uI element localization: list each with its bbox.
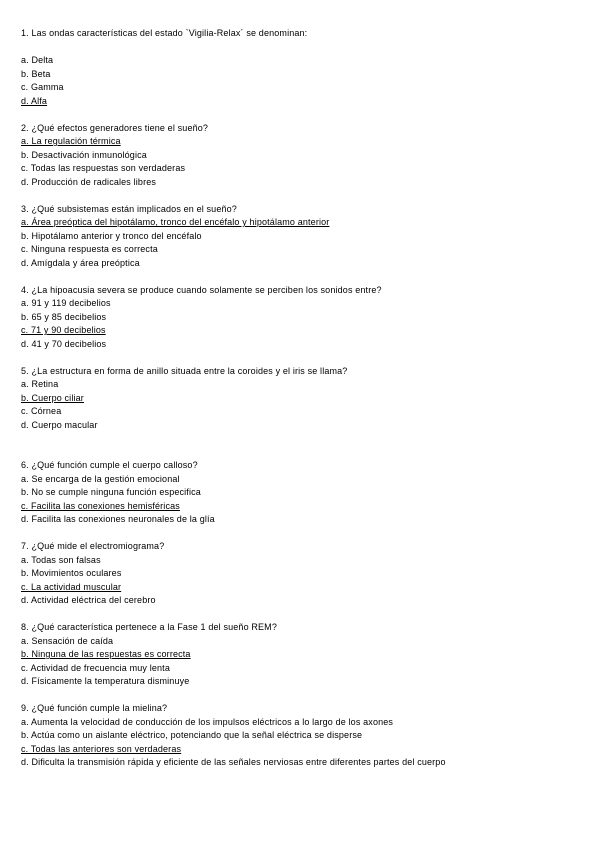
answer-option: d. Físicamente la temperatura disminuye xyxy=(21,676,190,686)
answer-option: b. Movimientos oculares xyxy=(21,568,122,578)
question-text: 3. ¿Qué subsistemas están implicados en el sueño? xyxy=(21,203,237,214)
blank-line xyxy=(21,41,586,55)
answer-option-correct: c. Facilita las conexiones hemisféricas xyxy=(21,500,180,511)
answer-option: b. Beta xyxy=(21,68,51,79)
answer-option: a. Retina xyxy=(21,379,59,389)
question-2 xyxy=(21,122,586,190)
answer-option: a. Todas son falsas xyxy=(21,554,101,565)
answer-option: b. 65 y 85 decibelios xyxy=(21,311,107,322)
answer-option: d. Facilita las conexiones neuronales de la glía xyxy=(21,514,215,524)
question-text: 4. ¿La hipoacusia severa se produce cuando solamente se perciben los sonidos entre? xyxy=(21,284,382,295)
answer-option-correct: a. Área preóptica del hipotálamo, tronco del encéfalo y hipotálamo anterior xyxy=(21,217,330,227)
quiz-document xyxy=(21,27,586,783)
answer-option: a. Aumenta la velocidad de conducción de los impulsos eléctricos a lo largo de los axones xyxy=(21,716,394,727)
answer-option: b. No se cumple ninguna función especifica xyxy=(21,487,201,497)
answer-option-correct: c. Todas las anteriores son verdaderas xyxy=(21,743,182,754)
answer-option: a. Delta xyxy=(21,55,54,65)
answer-option: d. Actividad eléctrica del cerebro xyxy=(21,595,156,605)
question-text: 7. ¿Qué mide el electromiograma? xyxy=(21,541,165,551)
answer-option: a. 91 y 119 decibelios xyxy=(21,298,111,308)
question-text: 5. ¿La estructura en forma de anillo situada entre la coroides y el iris se llama? xyxy=(21,365,348,376)
answer-option-correct: c. 71 y 90 decibelios xyxy=(21,325,106,335)
answer-option: a. Sensación de caída xyxy=(21,635,114,646)
question-9 xyxy=(21,702,586,770)
answer-option: c. Gamma xyxy=(21,82,64,92)
question-8 xyxy=(21,621,586,689)
question-1 xyxy=(21,27,586,108)
answer-option: d. Dificulta la transmisión rápida y eficiente de las señales nerviosas entre diferentes partes del cuerpo xyxy=(21,757,446,767)
answer-option-correct: d. Alfa xyxy=(21,95,48,106)
answer-option: d. Amígdala y área preóptica xyxy=(21,257,140,268)
answer-option: b. Hipotálamo anterior y tronco del encéfalo xyxy=(21,230,202,241)
question-7 xyxy=(21,540,586,608)
answer-option: c. Actividad de frecuencia muy lenta xyxy=(21,662,170,673)
answer-option: c. Córnea xyxy=(21,406,62,416)
answer-option-correct: b. Cuerpo ciliar xyxy=(21,392,84,403)
answer-option: c. Ninguna respuesta es correcta xyxy=(21,244,158,254)
question-text: 9. ¿Qué función cumple la mielina? xyxy=(21,703,168,713)
answer-option: a. Se encarga de la gestión emocional xyxy=(21,473,180,484)
answer-option: c. Todas las respuestas son verdaderas xyxy=(21,163,186,173)
question-text: 1. Las ondas características del estado `Vigilia-Relax´ se denominan: xyxy=(21,28,308,38)
answer-option-correct: a. La regulación térmica xyxy=(21,136,121,146)
question-4 xyxy=(21,284,586,352)
answer-option: b. Desactivación inmunológica xyxy=(21,149,147,160)
question-3 xyxy=(21,203,586,271)
question-text: 2. ¿Qué efectos generadores tiene el sueño? xyxy=(21,122,209,133)
question-5 xyxy=(21,365,586,433)
answer-option: b. Actúa como un aislante eléctrico, potenciando que la señal eléctrica se disperse xyxy=(21,730,363,740)
answer-option-correct: b. Ninguna de las respuestas es correcta xyxy=(21,649,191,659)
answer-option: d. 41 y 70 decibelios xyxy=(21,338,107,349)
answer-option: d. Cuerpo macular xyxy=(21,419,98,430)
question-6 xyxy=(21,459,586,527)
answer-option-correct: c. La actividad muscular xyxy=(21,581,122,592)
question-text: 6. ¿Qué función cumple el cuerpo calloso? xyxy=(21,460,198,470)
answer-option: d. Producción de radicales libres xyxy=(21,176,157,187)
question-text: 8. ¿Qué característica pertenece a la Fase 1 del sueño REM? xyxy=(21,622,277,632)
